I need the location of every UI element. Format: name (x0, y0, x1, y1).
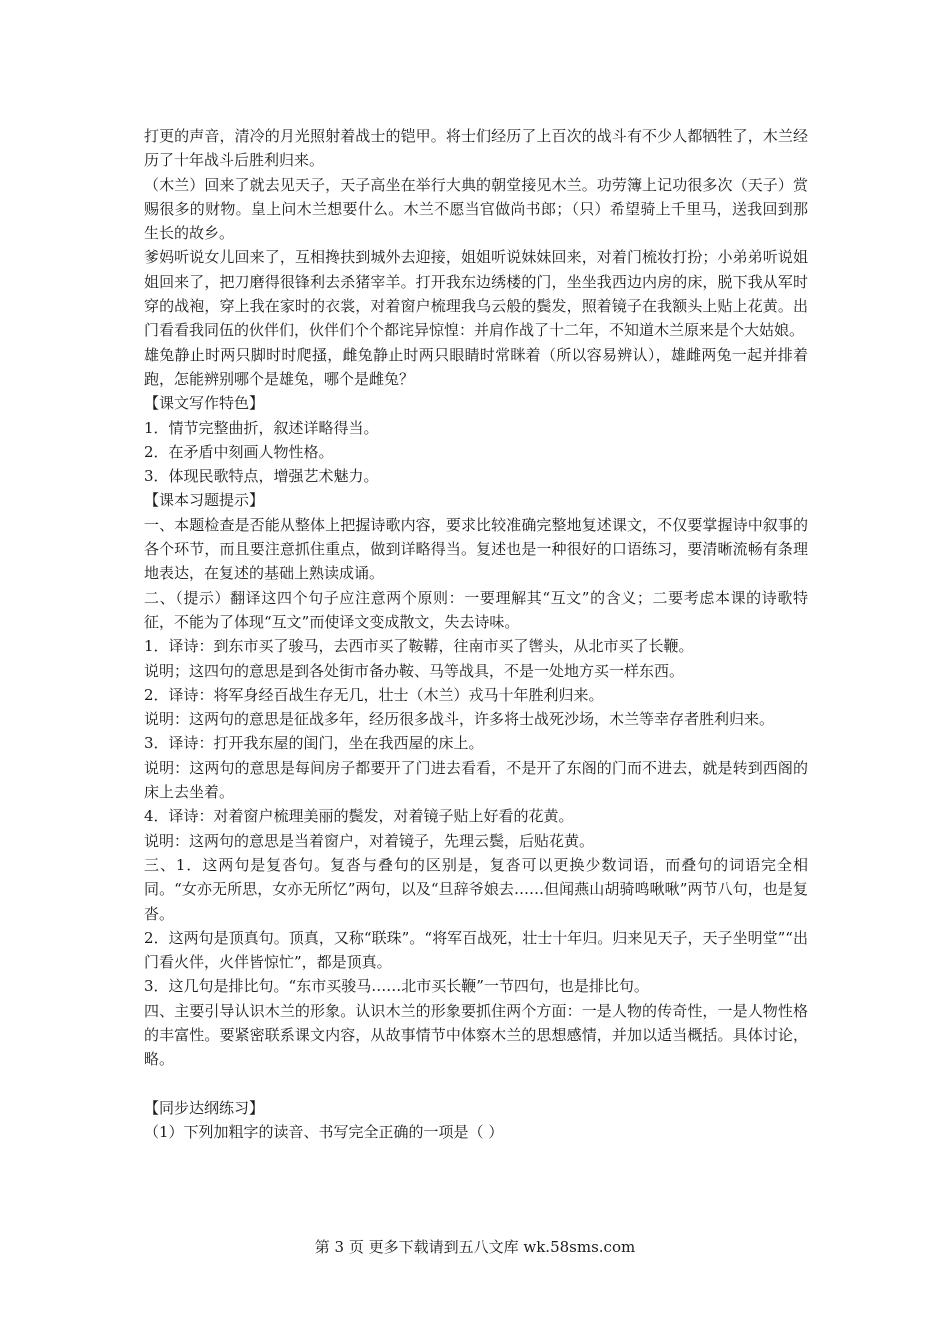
paragraph: 三、1．这两句是复沓句。复沓与叠句的区别是，复沓可以更换少数词语，而叠句的词语完全相同。“女亦无所思，女亦无所忆”两句，以及“旦辞爷娘去……但闻燕山胡骑鸣啾啾”两节八句，也是复沓。 (144, 855, 808, 923)
section-heading: 【课文写作特色】 (144, 394, 265, 413)
paragraph: 一、本题检查是否能从整体上把握诗歌内容，要求比较准确完整地复述课文，不仅要掌握诗中叙事的各个环节，而且要注意抓住重点，做到详略得当。复述也是一种很好的口语练习，要清晰流畅有条理地表达，在复述的基础上熟读成诵。 (144, 515, 808, 583)
section-heading: 【同步达纲练习】 (144, 1098, 265, 1117)
page-footer: 第 3 页 更多下载请到五八文库 wk.58sms.com (314, 1238, 636, 1256)
paragraph: 1．译诗：到东市买了骏马，去西市买了鞍鞯，往南市买了辔头，从北市买了长鞭。 (144, 637, 694, 656)
paragraph: 4．译诗：对着窗户梳理美丽的鬓发，对着镜子贴上好看的花黄。 (144, 807, 574, 826)
list-item: 2．在矛盾中刻画人物性格。 (144, 442, 334, 461)
paragraph: 3．这几句是排比句。“东市买骏马……北市买长鞭”一节四句，也是排比句。 (144, 977, 649, 996)
paragraph: 爹妈听说女儿回来了，互相搀扶到城外去迎接，姐姐听说妹妹回来，对着门梳妆打扮；小弟弟听说姐姐回来了，把刀磨得很锋利去杀猪宰羊。打开我东边绣楼的门，坐坐我西边内房的床，脱下我从军时穿的战袍，穿上我在家时的衣裳，对着窗户梳理我乌云般的鬓发，照着镜子在我额头上贴上花黄。出门看看我同伍的伙伴们，伙伴们个个都诧异惊惶：并肩作战了十二年，不知道木兰原来是个大姑娘。 (144, 248, 808, 340)
paragraph: 说明：这两句的意思是征战多年，经历很多战斗，许多将士战死沙场，木兰等幸存者胜利归来。 (144, 710, 775, 729)
paragraph: 打更的声音，清冷的月光照射着战士的铠甲。将士们经历了上百次的战斗有不少人都牺牲了，木兰经历了十年战斗后胜利归来。 (144, 127, 808, 170)
paragraph: 四、主要引导认识木兰的形象。认识木兰的形象要抓住两个方面：一是人物的传奇性，一是人物性格的丰富性。要紧密联系课文内容，从故事情节中体察木兰的思想感情，并加以适当概括。具体讨论，略。 (144, 1001, 808, 1069)
paragraph: 2．译诗：将军身经百战生存无几，壮士（木兰）戎马十年胜利归来。 (144, 685, 604, 704)
paragraph: 2．这两句是顶真句。顶真，又称“联珠”。“将军百战死，壮士十年归。归来见天子，天子坐明堂”“出门看火伴，火伴皆惊忙”，都是顶真。 (144, 928, 808, 972)
paragraph: 雄兔静止时两只脚时时爬搔，雌兔静止时两只眼睛时常眯着（所以容易辨认），雄雌两兔一起并排着跑，怎能辨别哪个是雄兔，哪个是雌兔？ (144, 345, 808, 388)
section-heading: 【课本习题提示】 (144, 491, 265, 510)
document-body (144, 124, 808, 1144)
paragraph: 3．译诗：打开我东屋的闺门，坐在我西屋的床上。 (144, 734, 484, 753)
question: （1）下列加粗字的读音、书写完全正确的一项是（ ） (144, 1122, 504, 1141)
blank-line (144, 1072, 808, 1096)
paragraph: 二、（提示）翻译这四个句子应注意两个原则：一要理解其“互文”的含义；二要考虑本课的诗歌特征，不能为了体现“互文”而使译文变成散文，失去诗味。 (144, 588, 808, 631)
paragraph: 说明：这两句的意思是当着窗户，对着镜子，先理云鬓，后贴花黄。 (144, 831, 595, 850)
paragraph: 说明：这两句的意思是每间房子都要开了门进去看看，不是开了东阁的门而不进去，就是转到西阁的床上去坐着。 (144, 758, 808, 802)
list-item: 3．体现民歌特点，增强艺术魅力。 (144, 467, 379, 486)
paragraph: （木兰）回来了就去见天子，天子高坐在举行大典的朝堂接见木兰。功劳簿上记功很多次（天子）赏赐很多的财物。皇上问木兰想要什么。木兰不愿当官做尚书郎；（只）希望骑上千里马，送我回到那生长的故乡。 (144, 175, 808, 243)
paragraph: 说明；这四句的意思是到各处街市备办鞍、马等战具，不是一处地方买一样东西。 (144, 661, 685, 680)
list-item: 1．情节完整曲折，叙述详略得当。 (144, 418, 379, 437)
